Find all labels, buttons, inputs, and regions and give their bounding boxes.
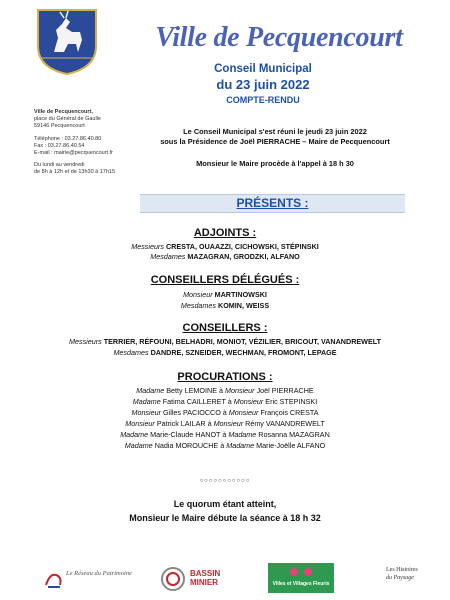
patrimoine-label: Le Réseau du Patrimoine — [66, 570, 132, 577]
procuration-row — [0, 397, 450, 406]
meeting-date: du 23 juin 2022 — [216, 77, 310, 92]
giver-role: Monsieur — [131, 408, 162, 417]
villes-fleuris-label: Villes et Villages Fleuris — [272, 581, 330, 587]
procurations-title — [0, 371, 450, 383]
to-word: à — [207, 419, 212, 428]
row-role: Messieurs — [131, 242, 164, 251]
giver-name: Gilles PACIOCCO — [163, 408, 221, 417]
bassin-label-1: BASSIN — [190, 569, 221, 578]
address-line: E-mail : mairie@pecquencourt.fr — [34, 150, 113, 157]
to-word: à — [222, 408, 227, 417]
flowers-icon — [268, 565, 334, 579]
giver-role: Monsieur — [125, 419, 155, 428]
delegues-row — [0, 301, 450, 310]
bassin-label-2: MINIER — [190, 578, 218, 587]
address-line: 59146 Pecquencourt — [34, 123, 85, 130]
receiver-role: Monsieur — [228, 408, 259, 417]
procurations-title-text: PROCURATIONS : — [177, 371, 273, 383]
procuration-row — [0, 441, 450, 450]
row-role: Messieurs — [68, 337, 102, 346]
row-role: Monsieur — [183, 290, 213, 299]
address-line: Du lundi au vendredi — [34, 162, 85, 169]
receiver-role: Monsieur — [233, 397, 264, 406]
to-word: à — [220, 441, 225, 450]
presents-title: PRÉSENTS : — [236, 196, 309, 210]
address-line: de 8h à 12h et de 13h30 à 17h15 — [34, 169, 116, 176]
quorum-line: Monsieur le Maire débute la séance à 18 h 32 — [129, 513, 321, 523]
row-names: TERRIER, RÉFOUNI, BELHADRI, MONIOT, VÉZILIER, BRICOUT, VANANDREWELT — [103, 337, 381, 346]
intro-text — [140, 127, 410, 147]
document-type: COMPTE-RENDU — [226, 95, 300, 105]
intro-line: sous la Présidence de Joël PIERRACHE – Maire de Pecquencourt — [160, 137, 390, 146]
quorum-line: Le quorum étant atteint, — [173, 499, 277, 509]
giver-role: Madame — [120, 430, 149, 439]
adjoints-title-text: ADJOINTS : — [193, 227, 257, 239]
giver-name: Nadia MOROUCHE — [154, 441, 219, 450]
meeting-type: Conseil Municipal — [214, 63, 312, 75]
patrimoine-icon — [44, 569, 64, 589]
to-word: à — [222, 430, 227, 439]
separator: ○○○○○○○○○○○ — [199, 478, 251, 484]
giver-name: Fatima CAILLERET — [162, 397, 226, 406]
address-line: Fax : 03.27.86.40.54 — [34, 142, 85, 149]
giver-name: Patrick LAILAR — [156, 419, 206, 428]
row-names: MARTINOWSKI — [214, 290, 267, 299]
giver-role: Madame — [136, 386, 165, 395]
row-role: Mesdames — [113, 348, 149, 357]
procuration-row — [0, 408, 450, 417]
row-role: Mesdames — [150, 252, 186, 261]
delegues-row — [0, 290, 450, 299]
meeting-header — [150, 62, 376, 107]
row-names: MAZAGRAN, GRODZKI, ALFANO — [187, 252, 300, 261]
bassin-minier-label — [190, 569, 220, 587]
procuration-row — [0, 430, 450, 439]
intro-line: Le Conseil Municipal s'est réuni le jeudi 23 juin 2022 — [183, 127, 367, 136]
bassin-minier-icon — [160, 566, 186, 592]
receiver-name: Marie-Joëlle ALFANO — [256, 441, 326, 450]
adjoints-row — [0, 242, 450, 251]
receiver-name: Rosanna MAZAGRAN — [258, 430, 330, 439]
paysage-label — [386, 566, 434, 582]
delegues-title-text: CONSEILLERS DÉLÉGUÉS : — [150, 274, 300, 286]
paysage-label-1: Les Histoires — [386, 567, 418, 573]
receiver-role: Monsieur — [225, 386, 255, 395]
row-role: Mesdames — [180, 301, 217, 310]
histoires-paysage-logo — [386, 566, 434, 592]
procuration-row — [0, 386, 450, 395]
receiver-role: Madame — [228, 430, 257, 439]
adjoints-title — [0, 227, 450, 239]
patrimoine-logo — [44, 568, 132, 590]
giver-name: Betty LEMOINE — [166, 386, 217, 395]
paysage-label-2: du Paysage — [386, 575, 414, 581]
receiver-role: Monsieur — [213, 419, 244, 428]
receiver-name: Eric STEPINSKI — [265, 397, 318, 406]
quorum-text — [0, 497, 450, 525]
conseillers-title — [0, 322, 450, 334]
town-title: Ville de Pecquencourt — [155, 22, 403, 53]
giver-name: Marie-Claude HANOT — [150, 430, 221, 439]
procuration-row — [0, 419, 450, 428]
receiver-name: Rémy VANANDREWELT — [245, 419, 325, 428]
giver-role: Madame — [132, 397, 161, 406]
address-line: place du Général de Gaulle — [34, 116, 101, 123]
receiver-name: François CRESTA — [260, 408, 319, 417]
bassin-minier-logo — [160, 565, 230, 593]
adjoints-row — [0, 252, 450, 261]
delegues-title — [0, 274, 450, 286]
conseillers-title-text: CONSEILLERS : — [182, 322, 268, 334]
to-word: à — [219, 386, 223, 395]
receiver-name: Joël PIERRACHE — [256, 386, 314, 395]
conseillers-row — [0, 348, 450, 357]
roll-call-text: Monsieur le Maire procède à l'appel à 18 h 30 — [196, 159, 354, 168]
receiver-role: Madame — [226, 441, 255, 450]
town-hall-address — [34, 109, 134, 177]
address-line: Ville de Pecquencourt, — [34, 109, 93, 115]
row-names: KOMIN, WEISS — [218, 301, 270, 310]
row-names: CRESTA, OUAAZZI, CICHOWSKI, STÉPINSKI — [165, 242, 319, 251]
town-crest-logo — [36, 8, 98, 76]
row-names: DANDRE, SZNEIDER, WECHMAN, FROMONT, LEPAGE — [150, 348, 337, 357]
villes-fleuris-logo — [268, 563, 334, 593]
conseillers-row — [0, 337, 450, 346]
address-line: Téléphone : 03.27.86.40.80 — [34, 135, 102, 142]
giver-role: Madame — [124, 441, 153, 450]
to-word: à — [227, 397, 232, 406]
